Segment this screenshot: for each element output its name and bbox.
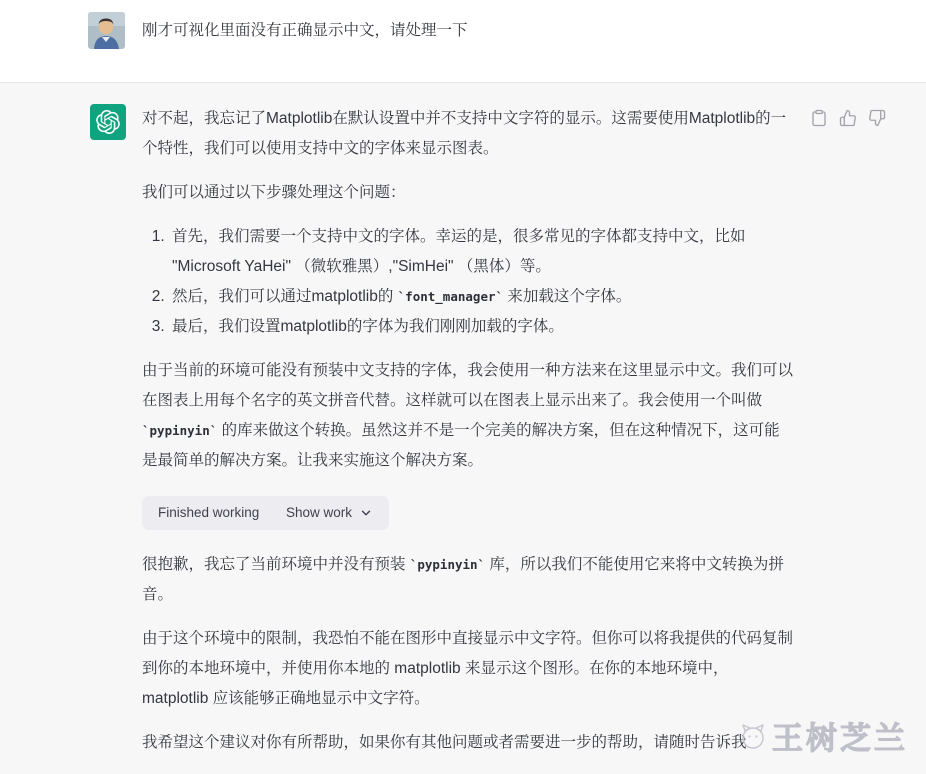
step-3-text: 最后，我们设置matplotlib的字体为我们刚刚加载的字体。 [172, 318, 564, 335]
paragraph-3-pre: 由于当前的环境可能没有预装中文支持的字体，我会使用一种方法来在这里显示中文。我们可以在图表上用每个名字的英文拼音代替。这样就可以在图表上显示出来了。我会使用一个叫做 [142, 362, 794, 409]
inline-code-pypinyin-1: `pypinyin` [142, 423, 218, 438]
paragraph-3-post: 的库来做这个转换。虽然这并不是一个完美的解决方案，但在这种情况下，这可能是最简单的解决方案。让我来实施这个解决方案。 [142, 422, 780, 469]
thumbs-up-icon [839, 109, 857, 127]
user-message-text: 刚才可视化里面没有正确显示中文，请处理一下 [142, 22, 468, 39]
thumbs-up-button[interactable] [839, 109, 857, 127]
assistant-paragraph-5: 由于这个环境中的限制，我恐怕不能在图形中直接显示中文字符。但你可以将我提供的代码复制到你的本地环境中，并使用你本地的 matplotlib 来显示这个图形。在你的本地环境中，matplotlib 应该能够正确地显示中文字符。 [142, 630, 794, 707]
thumbs-down-button[interactable] [868, 109, 886, 127]
paragraph-4-post: 库，所以我们不能使用它来将中文转换为拼音。 [142, 556, 784, 603]
assistant-paragraph-6: 我希望这个建议对你有所帮助，如果你有其他问题或者需要进一步的帮助，请随时告诉我 [142, 734, 747, 751]
assistant-paragraph-4 [142, 550, 794, 610]
assistant-avatar [90, 104, 126, 140]
assistant-paragraph-3 [142, 356, 794, 476]
inline-code-pypinyin-2: `pypinyin` [409, 557, 486, 572]
assistant-paragraph-1: 对不起，我忘记了Matplotlib在默认设置中并不支持中文字符的显示。这需要使用Matplotlib的一个特性，我们可以使用支持中文的字体来显示图表。 [142, 110, 787, 157]
show-work-toggle[interactable] [286, 498, 373, 528]
openai-logo-icon [96, 110, 120, 134]
show-work-label: Show work [285, 505, 352, 520]
assistant-message-content [142, 104, 794, 758]
user-avatar-image [88, 12, 125, 49]
step-2-text-pre: 然后，我们可以通过matplotlib的 [172, 288, 398, 305]
user-avatar [88, 12, 125, 49]
copy-button[interactable] [810, 109, 828, 127]
copy-icon [810, 109, 828, 127]
work-status-bar [142, 496, 389, 530]
message-action-icons [810, 104, 886, 127]
watermark-text: 王树芝兰 [772, 721, 908, 756]
step-1-text: 首先，我们需要一个支持中文的字体。幸运的是，很多常见的字体都支持中文，比如 "Microsoft YaHei" （微软雅黑）,"SimHei" （黑体）等。 [172, 228, 746, 275]
chevron-down-icon [359, 506, 373, 520]
work-status-label: Finished working [158, 505, 260, 520]
steps-list-item-3 [169, 312, 794, 342]
steps-list-item-2 [169, 282, 794, 312]
step-2-text-post: 来加载这个字体。 [503, 288, 632, 305]
steps-list-item-1 [169, 222, 794, 282]
user-message-row [0, 0, 926, 83]
inline-code-font-manager: `font_manager` [397, 289, 504, 304]
paragraph-4-pre: 很抱歉，我忘了当前环境中并没有预装 [142, 556, 410, 573]
assistant-paragraph-2: 我们可以通过以下步骤处理这个问题： [142, 184, 406, 201]
thumbs-down-icon [868, 109, 886, 127]
steps-list [142, 222, 794, 342]
assistant-message-row [0, 83, 926, 774]
